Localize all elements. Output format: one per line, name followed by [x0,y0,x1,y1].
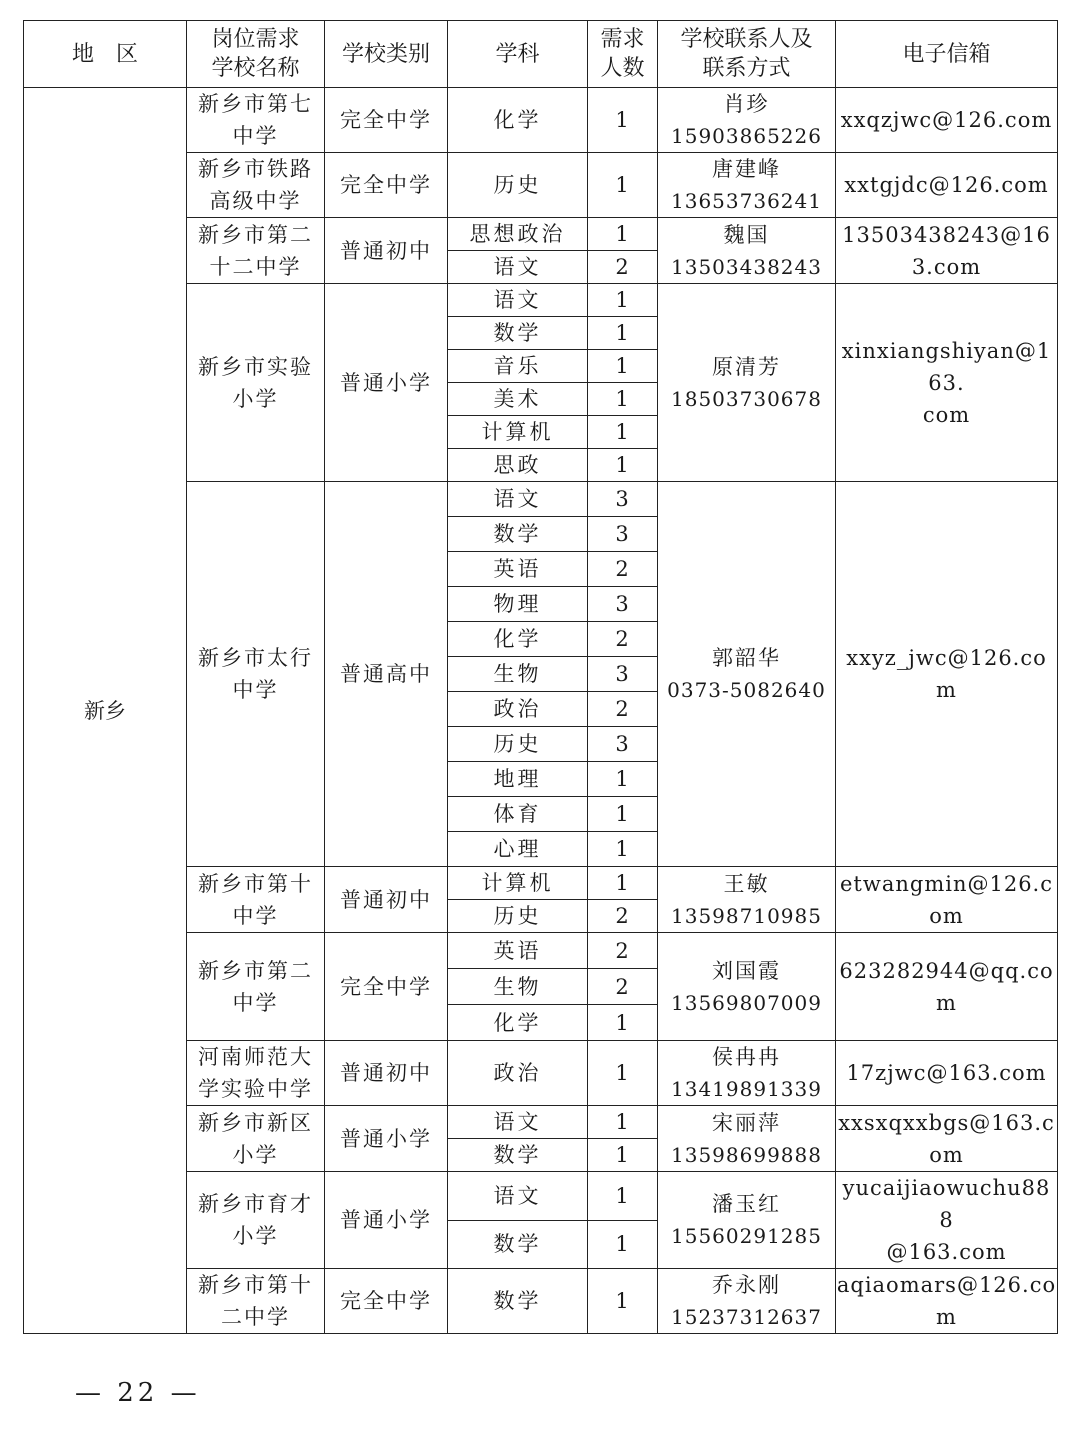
school-name-line: 新乡市第十 [198,871,313,896]
email-cell [836,1269,1058,1334]
contact-person: 肖珍 [723,92,770,116]
school-type-cell: 完全中学 [325,153,448,218]
school-name-line: 小学 [232,386,279,411]
subject-cell: 化学 [448,88,588,153]
count-cell: 1 [588,1139,658,1172]
count-cell: 1 [588,832,658,867]
school-name-line: 中学 [232,678,279,702]
header-type: 学校类别 [325,21,448,88]
header-count-line1: 需求 [600,27,645,52]
subject-cell: 历史 [448,727,588,762]
school-type-cell: 普通小学 [325,1172,448,1269]
contact-phone: 13569807009 [671,990,822,1015]
subject-cell: 历史 [448,153,588,218]
school-type-cell: 普通高中 [325,482,448,867]
school-name-line: 新乡市第二 [198,222,313,247]
contact-person: 乔永刚 [712,1273,781,1297]
school-name-line: 新乡市铁路 [198,157,313,181]
contact-phone: 13419891339 [671,1077,822,1101]
email-line: com [922,402,971,427]
email-cell [836,933,1058,1041]
count-cell: 1 [588,383,658,416]
contact-person: 魏国 [723,222,770,247]
subject-cell: 音乐 [448,350,588,383]
school-name-cell [187,218,325,284]
school-name-cell [187,482,325,867]
subject-cell: 地理 [448,762,588,797]
contact-person: 王敏 [723,871,770,896]
email-line: xinxiangshiyan@163. [841,338,1052,395]
contact-phone: 18503730678 [671,386,822,411]
count-cell: 1 [588,218,658,251]
contact-cell [658,153,836,218]
contact-phone: 15560291285 [671,1224,822,1248]
email-line: 623282944@qq.com [839,958,1054,1015]
count-cell: 2 [588,622,658,657]
school-name-cell [187,1041,325,1106]
count-cell: 3 [588,517,658,552]
email-cell [836,867,1058,933]
school-type-cell: 普通小学 [325,1106,448,1172]
subject-cell: 数学 [448,1220,588,1269]
school-name-line: 新乡市太行 [198,646,313,670]
subject-cell: 生物 [448,657,588,692]
count-cell: 2 [588,251,658,284]
email-cell [836,284,1058,482]
contact-person: 唐建峰 [712,157,781,181]
email-line: xxsxqxxbgs@163.com [838,1110,1055,1167]
count-cell: 1 [588,317,658,350]
count-cell: 3 [588,657,658,692]
school-name-cell [187,1172,325,1269]
school-name-line: 河南师范大 [198,1045,313,1069]
email-line: @163.com [886,1240,1007,1264]
contact-person: 潘玉红 [712,1192,781,1216]
email-cell [836,1041,1058,1106]
contact-cell [658,482,836,867]
school-name-line: 十二中学 [209,254,302,279]
table-header-row [24,21,1058,88]
school-name-cell [187,1269,325,1334]
header-school-line1: 岗位需求 [211,27,300,52]
count-cell: 1 [588,284,658,317]
header-subject: 学科 [448,21,588,88]
contact-cell [658,88,836,153]
school-name-line: 新乡市第二 [198,958,313,983]
email-line: xxyz_jwc@126.com [846,646,1047,702]
table-row [24,88,1058,153]
count-cell: 1 [588,1269,658,1334]
email-cell [836,1172,1058,1269]
contact-cell [658,284,836,482]
school-type-cell: 完全中学 [325,88,448,153]
school-name-line: 学实验中学 [198,1077,313,1101]
subject-cell: 思政 [448,449,588,482]
count-cell: 3 [588,482,658,517]
school-name-line: 新乡市新区 [198,1110,313,1135]
subject-cell: 思想政治 [448,218,588,251]
subject-cell: 数学 [448,317,588,350]
school-type-cell: 普通初中 [325,867,448,933]
email-line: yucaijiaowuchu888 [842,1176,1051,1232]
count-cell: 1 [588,797,658,832]
school-name-cell [187,933,325,1041]
header-contact-line2: 联系方式 [702,56,791,81]
count-cell: 1 [588,1005,658,1041]
school-type-cell: 普通小学 [325,284,448,482]
header-school [187,21,325,88]
subject-cell: 语文 [448,482,588,517]
contact-phone: 0373-5082640 [667,678,826,702]
school-name-cell [187,1106,325,1172]
subject-cell: 化学 [448,1005,588,1041]
subject-cell: 英语 [448,933,588,969]
email-line: xxqzjwc@126.com [840,108,1053,132]
contact-person: 原清芳 [712,354,781,379]
school-name-line: 小学 [232,1224,279,1248]
count-cell: 1 [588,1106,658,1139]
subject-cell: 体育 [448,797,588,832]
subject-cell: 语文 [448,1106,588,1139]
subject-cell: 化学 [448,622,588,657]
count-cell: 3 [588,727,658,762]
subject-cell: 美术 [448,383,588,416]
contact-phone: 15237312637 [671,1305,822,1329]
count-cell: 1 [588,1041,658,1106]
contact-person: 侯冉冉 [712,1045,781,1069]
contact-phone: 13598710985 [671,903,822,928]
school-type-cell: 普通初中 [325,1041,448,1106]
email-line: 17zjwc@163.com [846,1061,1047,1085]
subject-cell: 心理 [448,832,588,867]
contact-phone: 15903865226 [671,124,822,148]
school-name-line: 中学 [232,124,279,148]
email-line: xxtgjdc@126.com [844,173,1049,197]
header-region: 地 区 [24,21,187,88]
header-school-line2: 学校名称 [211,56,300,81]
contact-cell [658,867,836,933]
contact-person: 刘国霞 [712,958,781,983]
subject-cell: 物理 [448,587,588,622]
page-number: — 22 — [75,1378,201,1408]
contact-phone: 13653736241 [671,189,822,213]
school-name-line: 高级中学 [209,189,302,213]
email-line: etwangmin@126.com [839,871,1053,928]
subject-cell: 计算机 [448,867,588,900]
subject-cell: 数学 [448,517,588,552]
contact-cell [658,1106,836,1172]
subject-cell: 生物 [448,969,588,1005]
count-cell: 2 [588,552,658,587]
email-line: 13503438243@163.com [842,222,1051,279]
email-cell [836,1106,1058,1172]
email-cell [836,482,1058,867]
contact-person: 郭韶华 [712,646,781,670]
school-name-cell [187,153,325,218]
school-type-cell: 完全中学 [325,1269,448,1334]
count-cell: 1 [588,88,658,153]
school-name-cell [187,284,325,482]
email-cell [836,153,1058,218]
subject-cell: 语文 [448,284,588,317]
contact-cell [658,218,836,284]
count-cell: 2 [588,933,658,969]
subject-cell: 历史 [448,900,588,933]
email-cell [836,218,1058,284]
count-cell: 1 [588,1220,658,1269]
email-cell [836,88,1058,153]
subject-cell: 数学 [448,1139,588,1172]
contact-person: 宋丽萍 [712,1110,781,1135]
table-body [24,88,1058,1334]
contact-phone: 13503438243 [671,254,822,279]
school-name-cell [187,88,325,153]
school-name-line: 二中学 [221,1305,290,1329]
header-contact [658,21,836,88]
subject-cell: 数学 [448,1269,588,1334]
count-cell: 1 [588,449,658,482]
count-cell: 3 [588,587,658,622]
count-cell: 1 [588,762,658,797]
school-name-line: 小学 [232,1142,279,1167]
school-name-line: 新乡市第十 [198,1273,313,1297]
contact-cell [658,933,836,1041]
count-cell: 2 [588,969,658,1005]
count-cell: 1 [588,416,658,449]
school-name-line: 中学 [232,990,279,1015]
count-cell: 1 [588,350,658,383]
count-cell: 2 [588,900,658,933]
contact-cell [658,1269,836,1334]
header-count-line2: 人数 [600,56,645,81]
count-cell: 2 [588,692,658,727]
count-cell: 1 [588,1172,658,1221]
subject-cell: 英语 [448,552,588,587]
subject-cell: 政治 [448,692,588,727]
header-contact-line1: 学校联系人及 [680,27,813,52]
header-count [588,21,658,88]
school-type-cell: 普通初中 [325,218,448,284]
subject-cell: 语文 [448,251,588,284]
school-name-line: 新乡市育才 [198,1192,313,1216]
school-name-line: 中学 [232,903,279,928]
region-cell: 新乡 [24,88,187,1334]
contact-phone: 13598699888 [671,1142,822,1167]
count-cell: 1 [588,153,658,218]
email-line: aqiaomars@126.com [836,1273,1057,1329]
school-name-line: 新乡市实验 [198,354,313,379]
school-type-cell: 完全中学 [325,933,448,1041]
header-email: 电子信箱 [836,21,1058,88]
subject-cell: 语文 [448,1172,588,1221]
contact-cell [658,1041,836,1106]
school-name-cell [187,867,325,933]
contact-cell [658,1172,836,1269]
subject-cell: 政治 [448,1041,588,1106]
recruitment-table [23,20,1058,1334]
subject-cell: 计算机 [448,416,588,449]
school-name-line: 新乡市第七 [198,92,313,116]
count-cell: 1 [588,867,658,900]
